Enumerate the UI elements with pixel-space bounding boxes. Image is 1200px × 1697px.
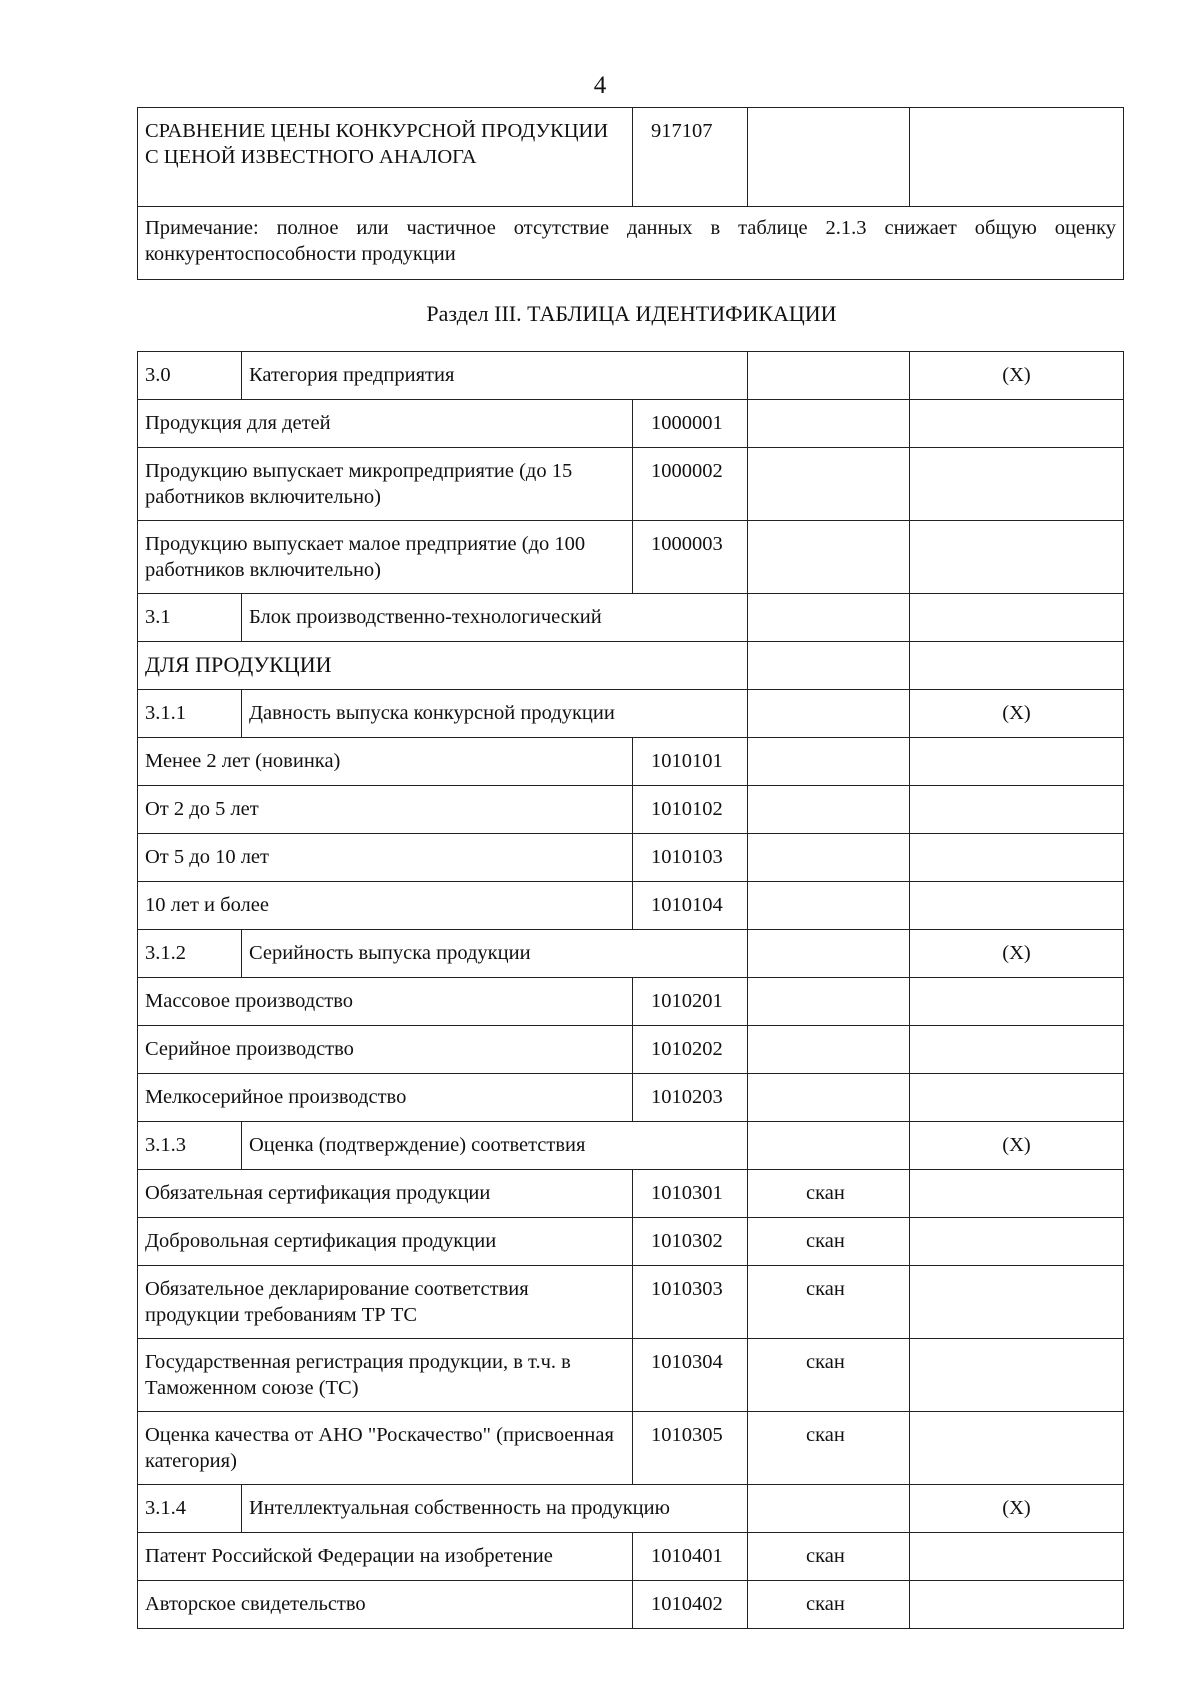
- group-number: 3.1.3: [138, 1122, 242, 1170]
- subheader-row: [138, 642, 1124, 690]
- table-row: [138, 1266, 1124, 1339]
- note-text: Примечание: полное или частичное отсутствие данных в таблице 2.1.3 снижает общую оценку конкурентоспособности продукции: [138, 207, 1124, 280]
- value-cell[interactable]: [748, 448, 910, 521]
- row-code: 1010304: [633, 1339, 748, 1412]
- row-code: 1000002: [633, 448, 748, 521]
- group-number: 3.1.4: [138, 1485, 242, 1533]
- price-comparison-label: СРАВНЕНИЕ ЦЕНЫ КОНКУРСНОЙ ПРОДУКЦИИ С ЦЕНОЙ ИЗВЕСТНОГО АНАЛОГА: [138, 108, 633, 207]
- value-cell: [748, 1485, 910, 1533]
- group-row-3-1: [138, 594, 1124, 642]
- value-cell[interactable]: [748, 834, 910, 882]
- row-label: Продукцию выпускает микропредприятие (до 15 работников включительно): [138, 448, 633, 521]
- group-mark: (X): [910, 930, 1124, 978]
- group-row-3-1-4: [138, 1485, 1124, 1533]
- table-row: [138, 738, 1124, 786]
- scan-attachment[interactable]: скан: [748, 1533, 910, 1581]
- value-cell[interactable]: [910, 1581, 1124, 1629]
- table-row: [138, 1581, 1124, 1629]
- for-products-heading: ДЛЯ ПРОДУКЦИИ: [138, 642, 748, 690]
- value-cell[interactable]: [910, 1026, 1124, 1074]
- scan-attachment[interactable]: скан: [748, 1170, 910, 1218]
- value-cell[interactable]: [748, 738, 910, 786]
- group-title: Категория предприятия: [242, 352, 748, 400]
- value-cell[interactable]: [748, 882, 910, 930]
- row-code: 1010202: [633, 1026, 748, 1074]
- value-cell[interactable]: [748, 108, 910, 207]
- row-code: 1010305: [633, 1412, 748, 1485]
- scan-attachment[interactable]: скан: [748, 1339, 910, 1412]
- value-cell[interactable]: [910, 1170, 1124, 1218]
- group-number: 3.1: [138, 594, 242, 642]
- row-code: 1010103: [633, 834, 748, 882]
- group-row-3-1-3: [138, 1122, 1124, 1170]
- price-comparison-code: 917107: [633, 108, 748, 207]
- group-title: Блок производственно-технологический: [242, 594, 748, 642]
- value-cell: [748, 1122, 910, 1170]
- scan-attachment[interactable]: скан: [748, 1581, 910, 1629]
- page-number: 4: [593, 72, 607, 99]
- table-row: [138, 108, 1124, 207]
- row-label: Менее 2 лет (новинка): [138, 738, 633, 786]
- row-code: 1010201: [633, 978, 748, 1026]
- row-label: Продукцию выпускает малое предприятие (до 100 работников включительно): [138, 521, 633, 594]
- value-cell[interactable]: [910, 1412, 1124, 1485]
- row-label: Авторское свидетельство: [138, 1581, 633, 1629]
- row-label: Обязательное декларирование соответствия продукции требованиям ТР ТС: [138, 1266, 633, 1339]
- table-row: [138, 882, 1124, 930]
- row-code: 1010303: [633, 1266, 748, 1339]
- value-cell[interactable]: [910, 400, 1124, 448]
- identification-table: [137, 351, 1124, 1629]
- row-code: 1010203: [633, 1074, 748, 1122]
- table-row: [138, 448, 1124, 521]
- group-row-3-1-1: [138, 690, 1124, 738]
- value-cell: [748, 352, 910, 400]
- value-cell: [748, 690, 910, 738]
- value-cell[interactable]: [910, 1266, 1124, 1339]
- value-cell[interactable]: [910, 978, 1124, 1026]
- row-code: 1000003: [633, 521, 748, 594]
- row-label: Продукция для детей: [138, 400, 633, 448]
- group-title: Давность выпуска конкурсной продукции: [242, 690, 748, 738]
- value-cell[interactable]: [910, 738, 1124, 786]
- row-code: 1010402: [633, 1581, 748, 1629]
- value-cell[interactable]: [748, 1026, 910, 1074]
- group-row-3-1-2: [138, 930, 1124, 978]
- row-label: 10 лет и более: [138, 882, 633, 930]
- price-comparison-table: [137, 107, 1124, 280]
- row-code: 1010102: [633, 786, 748, 834]
- group-mark: (X): [910, 690, 1124, 738]
- group-mark: (X): [910, 1485, 1124, 1533]
- value-cell: [910, 642, 1124, 690]
- value-cell: [910, 594, 1124, 642]
- row-label: Добровольная сертификация продукции: [138, 1218, 633, 1266]
- value-cell: [748, 642, 910, 690]
- value-cell[interactable]: [748, 978, 910, 1026]
- scan-attachment[interactable]: скан: [748, 1412, 910, 1485]
- row-label: Патент Российской Федерации на изобретение: [138, 1533, 633, 1581]
- group-mark: (X): [910, 352, 1124, 400]
- value-cell[interactable]: [910, 521, 1124, 594]
- row-code: 1000001: [633, 400, 748, 448]
- table-row: [138, 1218, 1124, 1266]
- row-label: Серийное производство: [138, 1026, 633, 1074]
- value-cell[interactable]: [910, 1074, 1124, 1122]
- table-row: [138, 1533, 1124, 1581]
- value-cell[interactable]: [910, 448, 1124, 521]
- value-cell[interactable]: [910, 1339, 1124, 1412]
- value-cell[interactable]: [910, 834, 1124, 882]
- group-number: 3.1.2: [138, 930, 242, 978]
- table-row: [138, 207, 1124, 280]
- group-title: Оценка (подтверждение) соответствия: [242, 1122, 748, 1170]
- row-label: Обязательная сертификация продукции: [138, 1170, 633, 1218]
- value-cell[interactable]: [748, 786, 910, 834]
- table-row: [138, 1074, 1124, 1122]
- group-title: Интеллектуальная собственность на продукцию: [242, 1485, 748, 1533]
- table-row: [138, 978, 1124, 1026]
- table-row: [138, 1412, 1124, 1485]
- row-label: От 2 до 5 лет: [138, 786, 633, 834]
- value-cell[interactable]: [748, 521, 910, 594]
- value-cell[interactable]: [910, 882, 1124, 930]
- table-row: [138, 786, 1124, 834]
- group-title: Серийность выпуска продукции: [242, 930, 748, 978]
- row-label: От 5 до 10 лет: [138, 834, 633, 882]
- table-row: [138, 1026, 1124, 1074]
- value-cell[interactable]: [910, 1218, 1124, 1266]
- table-row: [138, 834, 1124, 882]
- scan-attachment[interactable]: скан: [748, 1266, 910, 1339]
- table-row: [138, 1170, 1124, 1218]
- row-code: 1010301: [633, 1170, 748, 1218]
- row-code: 1010104: [633, 882, 748, 930]
- group-mark: (X): [910, 1122, 1124, 1170]
- row-label: Мелкосерийное производство: [138, 1074, 633, 1122]
- row-label: Массовое производство: [138, 978, 633, 1026]
- row-code: 1010101: [633, 738, 748, 786]
- row-label: Оценка качества от АНО "Роскачество" (присвоенная категория): [138, 1412, 633, 1485]
- value-cell: [748, 930, 910, 978]
- value-cell[interactable]: [910, 108, 1124, 207]
- group-row-3-0: [138, 352, 1124, 400]
- table-row: [138, 400, 1124, 448]
- table-row: [138, 521, 1124, 594]
- section-title: Раздел III. ТАБЛИЦА ИДЕНТИФИКАЦИИ: [426, 301, 837, 326]
- value-cell[interactable]: [748, 1074, 910, 1122]
- row-label: Государственная регистрация продукции, в т.ч. в Таможенном союзе (ТС): [138, 1339, 633, 1412]
- row-code: 1010302: [633, 1218, 748, 1266]
- value-cell[interactable]: [748, 400, 910, 448]
- table-row: [138, 1339, 1124, 1412]
- scan-attachment[interactable]: скан: [748, 1218, 910, 1266]
- group-number: 3.0: [138, 352, 242, 400]
- value-cell[interactable]: [910, 1533, 1124, 1581]
- value-cell[interactable]: [910, 786, 1124, 834]
- value-cell: [748, 594, 910, 642]
- row-code: 1010401: [633, 1533, 748, 1581]
- group-number: 3.1.1: [138, 690, 242, 738]
